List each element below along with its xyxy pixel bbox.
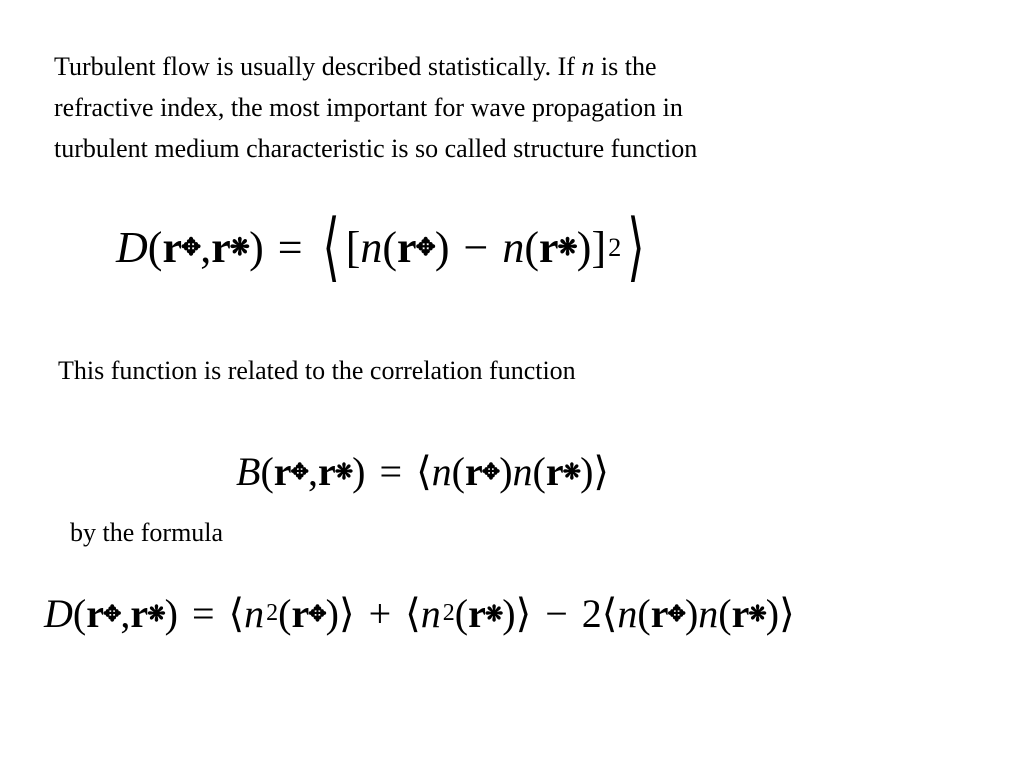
related-text: This function is related to the correlation function — [58, 356, 576, 385]
intro-line-2: refractive index, the most important for wave propagation in — [54, 93, 683, 122]
intro-line-3: turbulent medium characteristic is so called structure function — [54, 134, 698, 163]
structure-function-equation: D ( r ✥ , r ❋ ) = ⟨ [ n ( r ✥ ) − n ( r ❋ ) ] 2 ⟩ — [116, 205, 645, 290]
right-angle: ⟩ — [627, 205, 645, 290]
relation-equation: D ( r ✥ , r ❋ ) = ⟨ n 2 ( r ✥ ) ⟩ + ⟨ n 2 ( r ❋ ) ⟩ − 2 ⟨ n ( r ✥ ) n ( r ❋ ) ⟩ — [44, 591, 795, 636]
r2-mark: ❋ — [229, 234, 249, 261]
correlation-function-equation: B ( r ✥ , r ❋ ) = ⟨ n ( r ✥ ) n ( r ❋ ) ⟩ — [236, 449, 609, 494]
r1-mark: ✥ — [180, 234, 200, 261]
var-n: n — [581, 52, 595, 81]
left-angle: ⟨ — [322, 205, 340, 290]
formula-text: by the formula — [70, 518, 224, 547]
intro-paragraph — [54, 46, 697, 169]
intro-line-1: Turbulent flow is usually described statistically. If n is the — [54, 52, 657, 81]
